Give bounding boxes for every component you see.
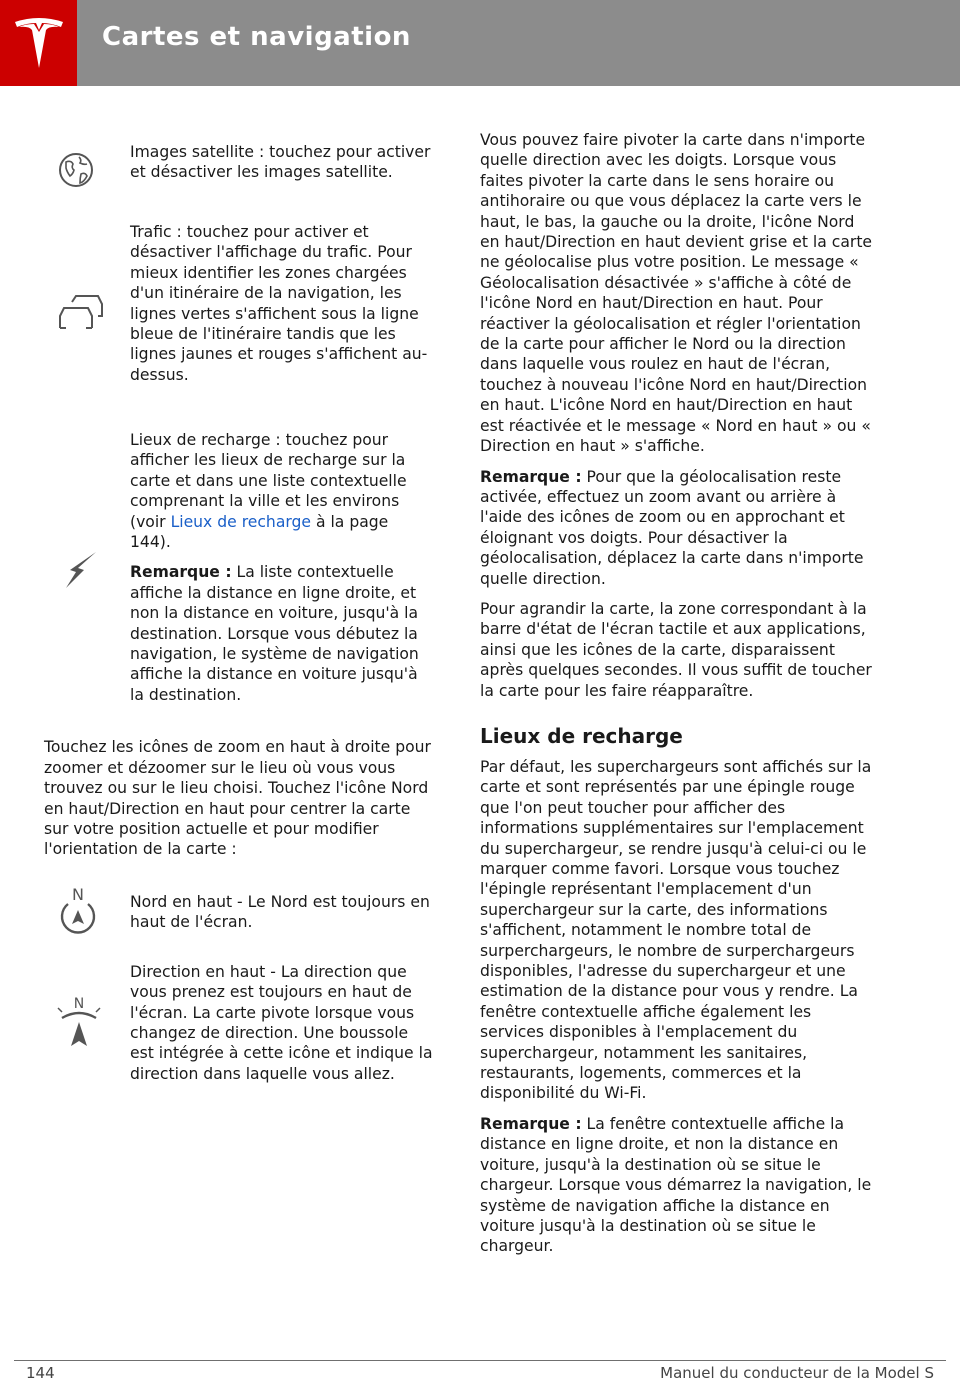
rotate-paragraph: Vous pouvez faire pivoter la carte dans n'importe quelle direction avec les doigts. Lorsque vous faites pivoter la carte dans le sens horaire ou antihoraire ou que vous déplacez la carte vers le haut, le bas, la gauche ou la droite, l'icône Nord en haut/Direction en haut devient grise et la carte ne géolocalise plus votre position. Le message « Géolocalisation désactivée » s'affiche à côté de l'icône Nord en haut/Direction en haut. Pour réactiver la géolocalisation et régler l'orientation de la carte pour afficher le Nord ou la direction dans laquelle vous roulez en haut de l'écran, touchez à nouveau l'icône Nord en haut/Direction en haut. L'icône Nord en haut/Direction en haut est réactivée et le message « Nord en haut » ou « Direction en haut » s'affiche. bbox=[480, 131, 873, 456]
charging-text: Lieux de recharge : touchez pour afficher les lieux de recharge sur la carte et dans une liste contextuelle comprenant la ville et les environs (voir Lieux de recharge à la page 144). bbox=[130, 431, 407, 552]
svg-text:N: N bbox=[72, 884, 84, 904]
section-heading: Lieux de recharge bbox=[480, 723, 683, 748]
page-header bbox=[0, 0, 960, 86]
svg-text:N: N bbox=[73, 995, 85, 1012]
charging-note: Remarque : La liste contextuelle affiche la distance en ligne droite, et non la distance en voiture, jusqu'à la destination. Lorsque vous débutez la navigation, le système de navigation affiche la distance en voiture jusqu'à la destination. bbox=[130, 563, 419, 704]
enlarge-paragraph: Pour agrandir la carte, la zone correspondant à la barre d'état de l'écran tactile et aux applications, ainsi que les icônes de la carte, disparaissent après quelques secondes. Il vous suffit de toucher la carte pour les faire réapparaître. bbox=[480, 599, 872, 700]
satellite-item bbox=[44, 142, 434, 214]
page-title: Cartes et navigation bbox=[102, 22, 411, 52]
lightning-bolt-icon bbox=[64, 550, 98, 594]
traffic-text: Trafic : touchez pour activer et désactiver l'affichage du trafic. Pour mieux identifier les zones chargées d'un itinéraire de la navigation, les lignes vertes s'affichent sous la ligne bleue de l'itinéraire tandis que les lignes jaunes et rouges s'affichent au-dessus. bbox=[130, 223, 428, 384]
right-column bbox=[480, 130, 876, 1257]
zoom-paragraph: Touchez les icônes de zoom en haut à droite pour zoomer et dézoomer sur le lieu où vous vous trouvez ou sur le lieu choisi. Touchez l'icône Nord en haut/Direction en haut pour centrer la carte sur votre position actuelle et pour modifier l'orientation de la carte : bbox=[44, 738, 431, 859]
tesla-logo bbox=[0, 0, 77, 86]
globe-icon bbox=[58, 152, 94, 192]
heading-up-item bbox=[44, 962, 434, 1084]
popup-note: Remarque : La fenêtre contextuelle affiche la distance en ligne droite, et non la distance en voiture, jusqu'à la destination où se situe le chargeur. Lorsque vous démarrez la navigation, le système de navigation affiche la distance en voiture jusqu'à la destination où se situe le chargeur. bbox=[480, 1114, 872, 1256]
satellite-text: Images satellite : touchez pour activer et désactiver les images satellite. bbox=[130, 143, 431, 182]
tesla-logo-icon bbox=[13, 16, 65, 70]
charging-item bbox=[44, 430, 434, 705]
supercharger-paragraph: Par défaut, les superchargeurs sont affichés sur la carte et sont représentés par une épingle rouge que l'on peut toucher pour afficher des informations supplémentaires sur l'emplacement du superchargeur, se rendre jusqu'à celui-ci ou le marquer comme favori. Lorsque vous touchez l'épingle représentant l'emplacement d'un superchargeur sur la carte, des informations s'affichent, notamment le nombre total de surperchargeurs, le nombre de surperchargeurs disponibles, l'adresse du superchargeur et une estimation de la distance pour vous y rendre. La fenêtre contextuelle affiche également les services disponibles à l'emplacement du superchargeur, notamment les sanitaires, restaurants, logements, commerces et la disponibilité du Wi-Fi. bbox=[480, 757, 872, 1103]
footer-manual-title: Manuel du conducteur de la Model S bbox=[660, 1364, 934, 1382]
footer-divider bbox=[14, 1360, 946, 1361]
north-up-icon bbox=[58, 884, 98, 944]
traffic-cars-icon bbox=[58, 292, 104, 336]
charging-locations-link[interactable]: Lieux de recharge bbox=[170, 512, 311, 531]
traffic-item bbox=[44, 222, 434, 418]
geolocation-note: Remarque : Pour que la géolocalisation reste activée, effectuez un zoom avant ou arrière à l'aide des icônes de zoom ou en approchant et éloignant vos doigts. Pour désactiver la géolocalisation, déplacez la carte dans n'importe quelle direction. bbox=[480, 467, 864, 588]
page-number: 144 bbox=[26, 1364, 55, 1382]
left-column bbox=[44, 142, 434, 1084]
heading-up-text: Direction en haut - La direction que vous prenez est toujours en haut de l'écran. La carte pivote lorsque vous changez de direction. Une boussole est intégrée à cette icône et indique la direction dans laquelle vous allez. bbox=[130, 962, 433, 1083]
north-up-text: Nord en haut - Le Nord est toujours en haut de l'écran. bbox=[130, 892, 430, 932]
north-up-item bbox=[44, 884, 434, 962]
heading-up-compass-icon bbox=[54, 994, 104, 1058]
